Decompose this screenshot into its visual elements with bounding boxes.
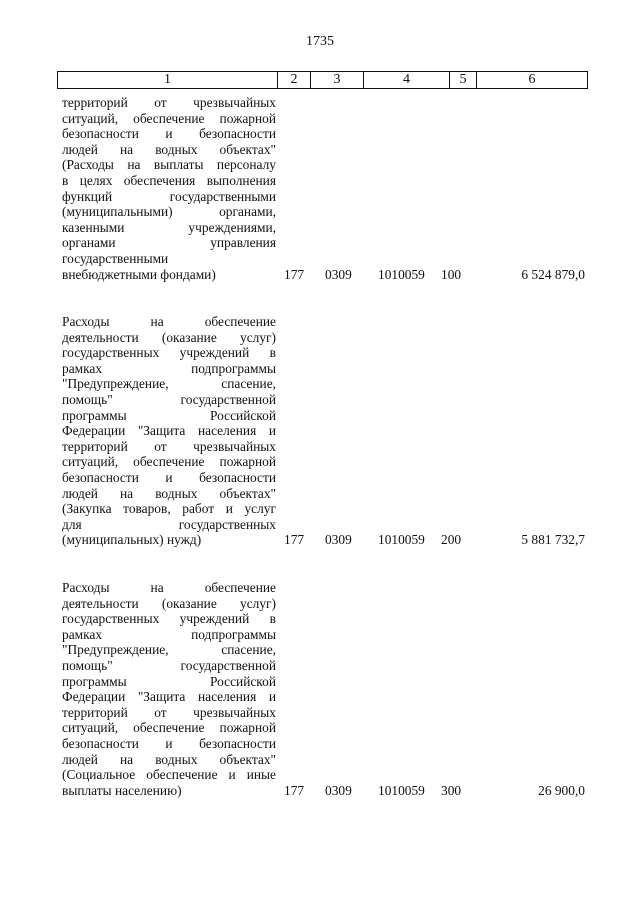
table-row: [0, 95, 640, 282]
expense-type-code: 300: [441, 782, 462, 798]
header-col-3: 3: [311, 72, 364, 89]
description-line: помощь" государственной: [62, 391, 276, 407]
row-description: [62, 314, 276, 548]
description-line: людей на водных объектах": [62, 485, 276, 501]
page-number: 1735: [306, 34, 334, 49]
ministry-code: 177: [284, 532, 305, 548]
description-line: казенными учреждениями,: [62, 219, 276, 235]
expense-type-code: 200: [441, 532, 462, 548]
ministry-code: 177: [284, 782, 305, 798]
description-line: функций государственными: [62, 188, 276, 204]
description-line: ситуаций, обеспечение пожарной: [62, 454, 276, 470]
description-line: (Закупка товаров, работ и услуг: [62, 501, 276, 517]
description-line: государственными: [62, 250, 169, 266]
description-line: (Социальное обеспечение и иные: [62, 767, 276, 783]
header-col-5: 5: [450, 72, 477, 89]
description-line: деятельности (оказание услуг): [62, 595, 276, 611]
description-line: (муниципальных) нужд): [62, 532, 202, 548]
description-line: деятельности (оказание услуг): [62, 329, 276, 345]
description-line: (Расходы на выплаты персоналу: [62, 157, 276, 173]
description-line: помощь" государственной: [62, 657, 276, 673]
table-row: [0, 580, 640, 798]
target-article-code: 1010059: [378, 532, 425, 548]
description-line: безопасности и безопасности: [62, 126, 276, 142]
description-line: государственных учреждений в: [62, 345, 276, 361]
description-line: Федерации "Защита населения и: [62, 689, 276, 705]
amount: 6 524 879,0: [521, 266, 585, 282]
section-code: 0309: [325, 532, 352, 548]
description-line: "Предупреждение, спасение,: [62, 376, 276, 392]
description-line: для государственных: [62, 516, 276, 532]
description-line: в целях обеспечения выполнения: [62, 172, 276, 188]
row-description: [62, 95, 276, 282]
table-row: [0, 314, 640, 548]
description-line: рамках подпрограммы: [62, 360, 276, 376]
ministry-code: 177: [284, 266, 305, 282]
description-line: людей на водных объектах": [62, 141, 276, 157]
table-header: [57, 71, 588, 89]
header-col-1: 1: [58, 72, 278, 89]
description-line: территорий от чрезвычайных: [62, 95, 276, 110]
target-article-code: 1010059: [378, 266, 425, 282]
description-line: программы Российской: [62, 407, 276, 423]
description-line: Расходы на обеспечение: [62, 580, 276, 595]
header-row: [58, 72, 588, 89]
description-line: программы Российской: [62, 673, 276, 689]
amount: 5 881 732,7: [521, 532, 585, 548]
description-line: (муниципальными) органами,: [62, 204, 276, 220]
section-code: 0309: [325, 782, 352, 798]
description-line: рамках подпрограммы: [62, 626, 276, 642]
description-line: ситуаций, обеспечение пожарной: [62, 720, 276, 736]
amount: 26 900,0: [538, 782, 585, 798]
row-description: [62, 580, 276, 798]
description-line: Федерации "Защита населения и: [62, 423, 276, 439]
expense-type-code: 100: [441, 266, 462, 282]
section-code: 0309: [325, 266, 352, 282]
description-line: безопасности и безопасности: [62, 735, 276, 751]
description-line: безопасности и безопасности: [62, 469, 276, 485]
description-line: государственных учреждений в: [62, 611, 276, 627]
description-line: органами управления: [62, 235, 276, 251]
description-line: территорий от чрезвычайных: [62, 438, 276, 454]
header-col-4: 4: [364, 72, 450, 89]
description-line: внебюджетными фондами): [62, 266, 216, 282]
description-line: ситуаций, обеспечение пожарной: [62, 110, 276, 126]
description-line: территорий от чрезвычайных: [62, 704, 276, 720]
description-line: "Предупреждение, спасение,: [62, 642, 276, 658]
description-line: Расходы на обеспечение: [62, 314, 276, 329]
header-col-6: 6: [477, 72, 588, 89]
header-col-2: 2: [278, 72, 311, 89]
description-line: выплаты населению): [62, 782, 182, 798]
target-article-code: 1010059: [378, 782, 425, 798]
description-line: людей на водных объектах": [62, 751, 276, 767]
